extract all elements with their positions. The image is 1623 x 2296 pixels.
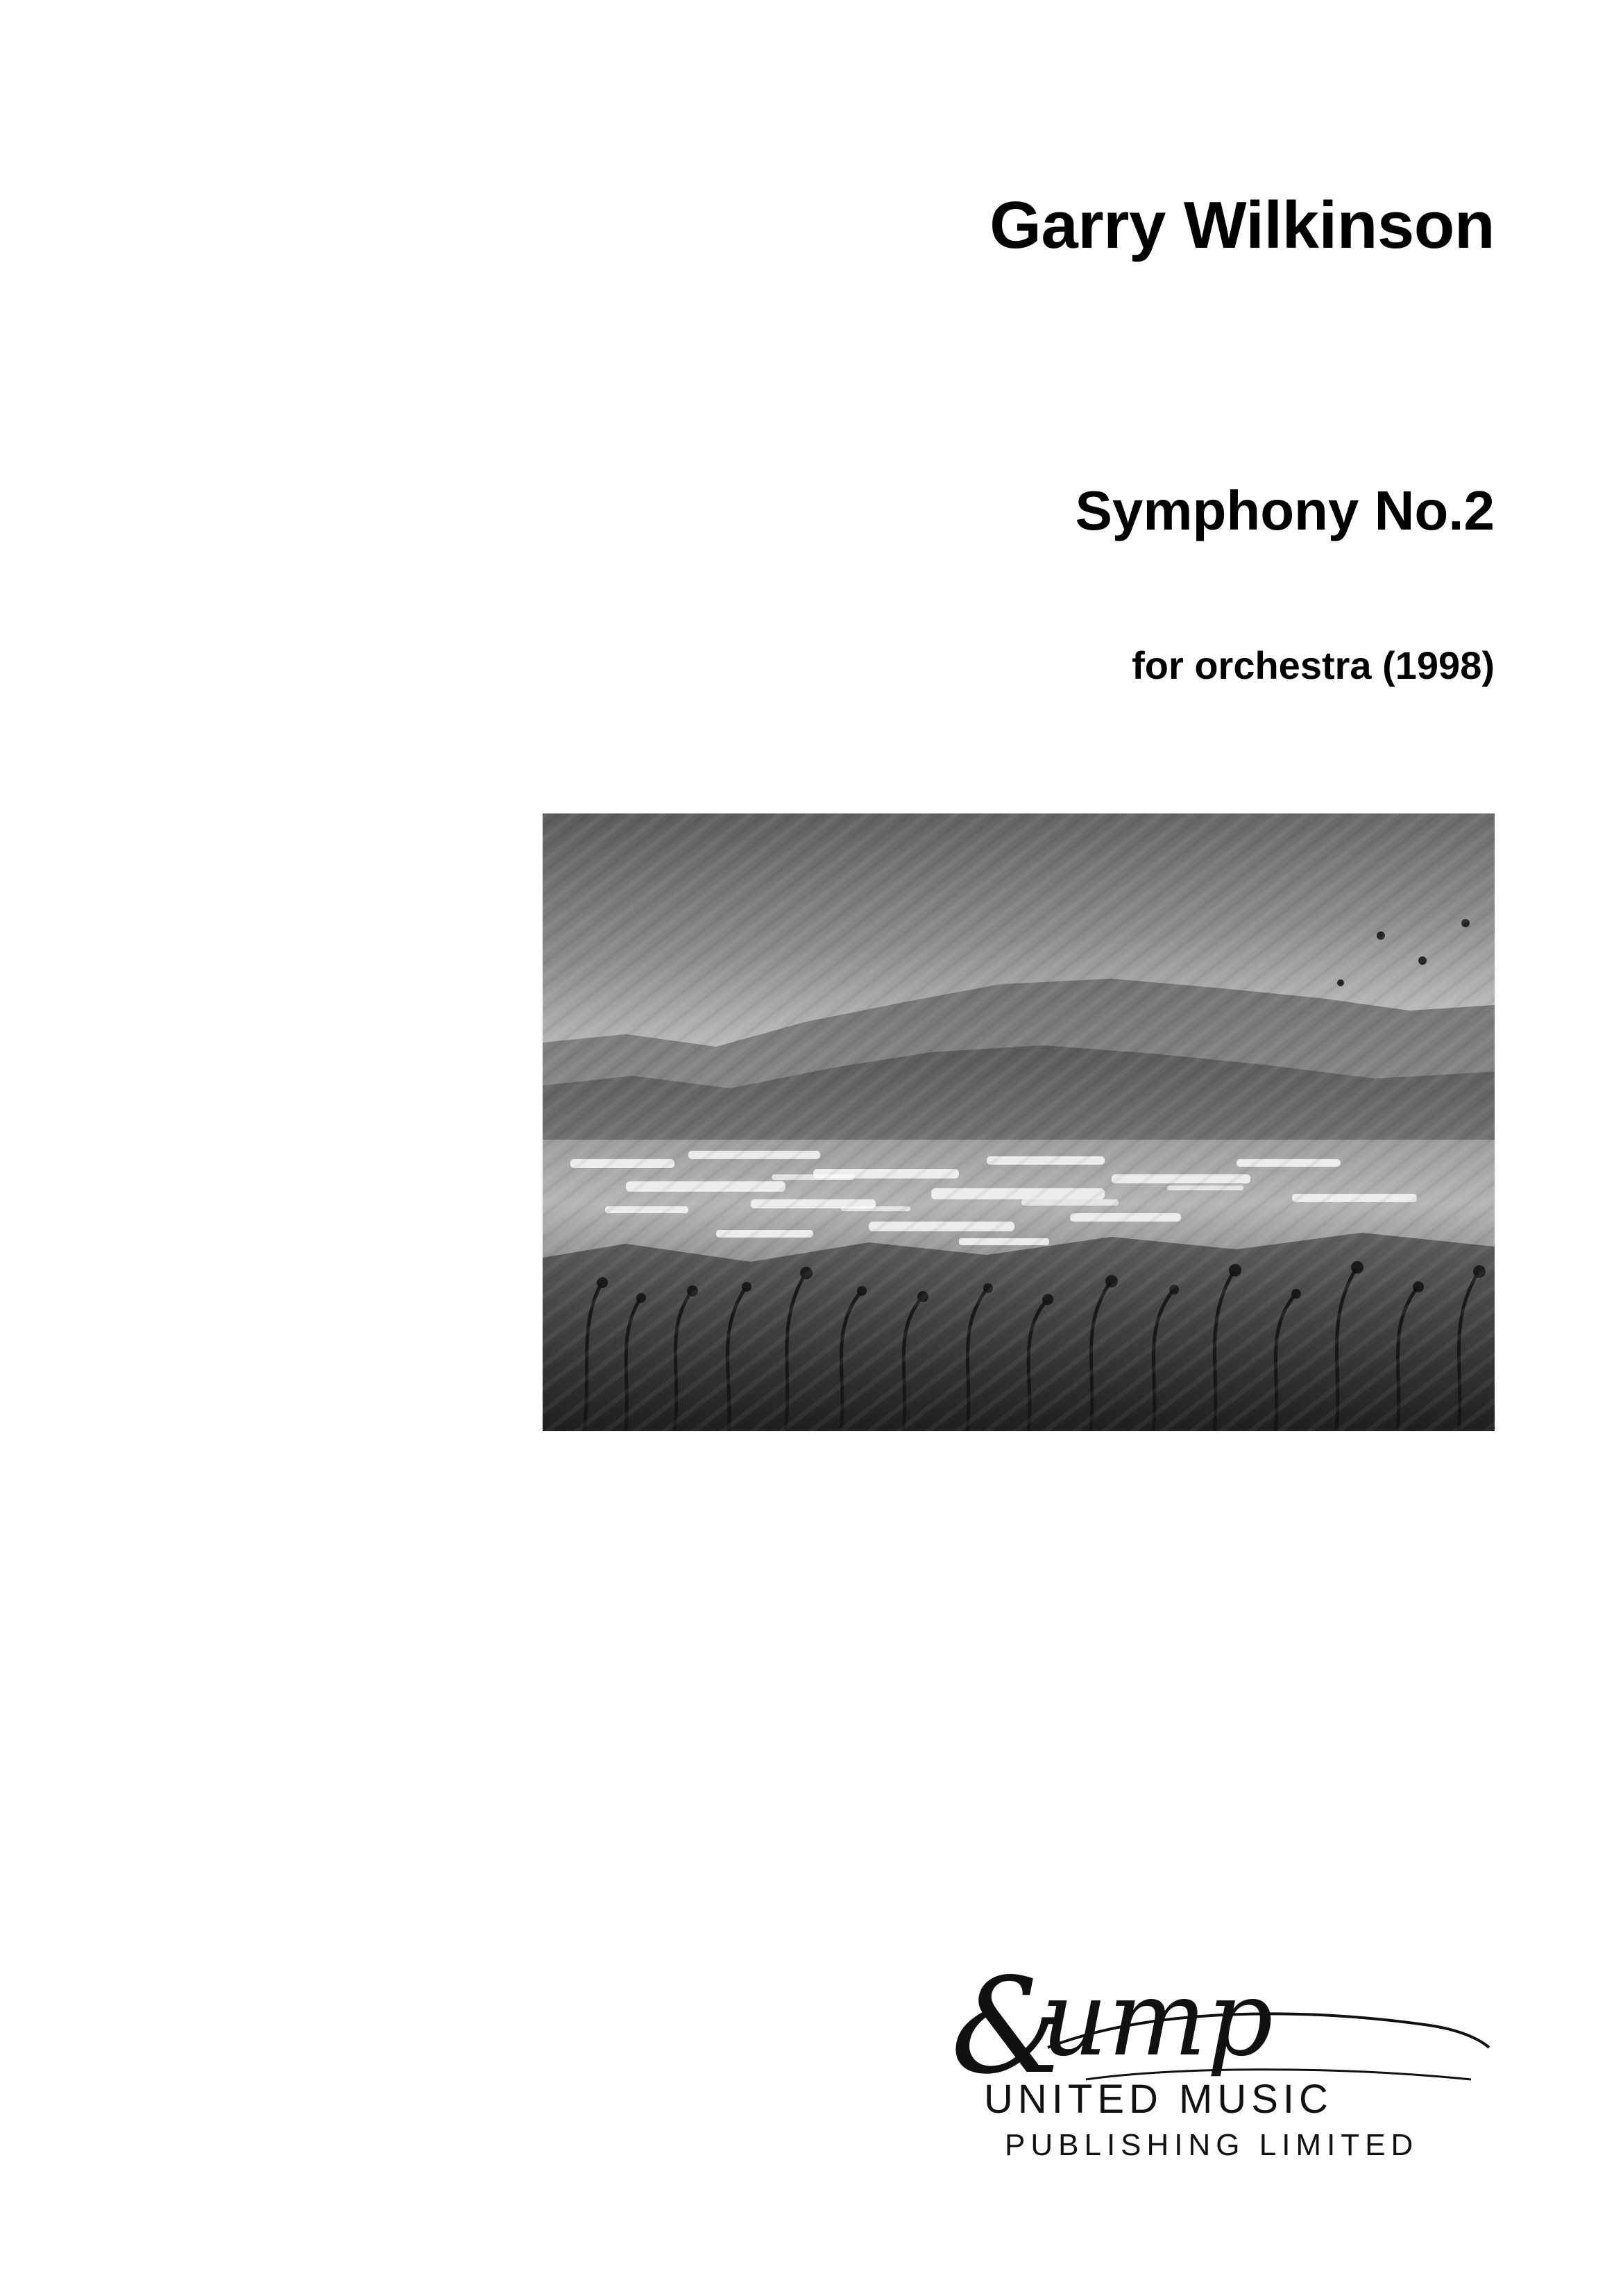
cover-artwork <box>543 813 1495 1431</box>
work-title: Symphony No.2 <box>1075 479 1495 541</box>
work-subtitle: for orchestra (1998) <box>1132 643 1495 687</box>
title-block <box>0 188 1495 687</box>
cover-artwork-graphic <box>543 813 1495 1431</box>
ampersand-mark: & <box>951 1950 1069 2103</box>
publisher-logo <box>944 1943 1506 2166</box>
ump-script: ump <box>1041 1959 1273 2079</box>
publisher-logo-graphic <box>944 1943 1506 2166</box>
publisher-name-line-2: PUBLISHING LIMITED <box>1005 2128 1419 2162</box>
composer-name: Garry Wilkinson <box>989 188 1495 262</box>
publisher-name-line-1: UNITED MUSIC <box>984 2077 1333 2122</box>
